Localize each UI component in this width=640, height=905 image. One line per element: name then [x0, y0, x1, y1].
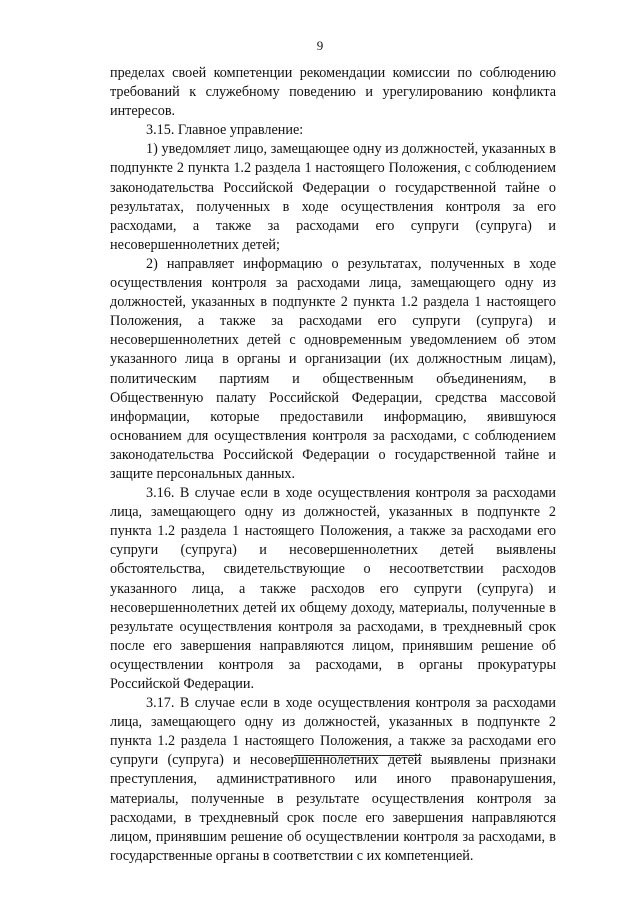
paragraph-section-3-15-item-2: 2) направляет информацию о результатах, полученных в ходе осуществления контроля за расходами лица, замещающего одну из должностей, указанных в подпункте 2 пункта 1.2 раздела 1 настоящего Положения, а также за расходами его супруги (супруга) и несовершеннолетних детей с одновременным уведомлением об этом указанного лица в органы и организации (их должностным лицам), политическим партиям и общественным объединениям, в Общественную палату Российской Федерации, средства массовой информации, которые предоставили информацию, явившуюся основанием для осуществления контроля за расходами, с соблюдением законодательства Российской Федерации о государственной тайне и защите персональных данных.	[110, 255, 556, 482]
end-of-document-rule	[294, 755, 422, 756]
paragraph-continuation: пределах своей компетенции рекомендации комиссии по соблюдению требований к служебному поведению и урегулированию конфликта интересов.	[110, 65, 556, 120]
paragraph-section-3-17: 3.17. В случае если в ходе осуществления контроля за расходами лица, замещающего одну из должностей, указанных в подпункте 2 пункта 1.2 раздела 1 настоящего Положения, а также за расходами его супруги (супруга) и несовершеннолетних детей выявлены признаки преступления, административного или иного правонарушения, материалы, полученные в результате осуществления контроля за расходами, в трехдневный срок после его завершения направляются лицом, принявшим решение об осуществлении контроля за расходами, в государственные органы в соответствии с их компетенцией.	[110, 695, 556, 864]
paragraph-section-3-16: 3.16. В случае если в ходе осуществления контроля за расходами лица, замещающего одну из должностей, указанных в подпункте 2 пункта 1.2 раздела 1 настоящего Положения, а также за расходами его супруги (супруга) и несовершеннолетних детей выявлены обстоятельства, свидетельствующие о несоответствии расходов указанного лица, а также расходов его супруги (супруга) и несовершеннолетних детей их общему доходу, материалы, полученные в результате осуществления контроля за расходами, в трехдневный срок после его завершения направляются лицом, принявшим решение об осуществлении контроля за расходами, в органы прокуратуры Российской Федерации.	[110, 485, 556, 692]
paragraph-section-3-15-heading: 3.15. Главное управление:	[146, 122, 304, 139]
page-number: 9	[316, 38, 324, 53]
paragraph-section-3-15-item-1: 1) уведомляет лицо, замещающее одну из должностей, указанных в подпункте 2 пункта 1.2 раздела 1 настоящего Положения, с соблюдением законодательства Российской Федерации о государственной тайне о результатах, полученных в ходе осуществления контроля за его расходами, а также за расходами его супруги (супруга) и несовершеннолетних детей;	[110, 141, 556, 253]
document-body	[110, 64, 556, 866]
